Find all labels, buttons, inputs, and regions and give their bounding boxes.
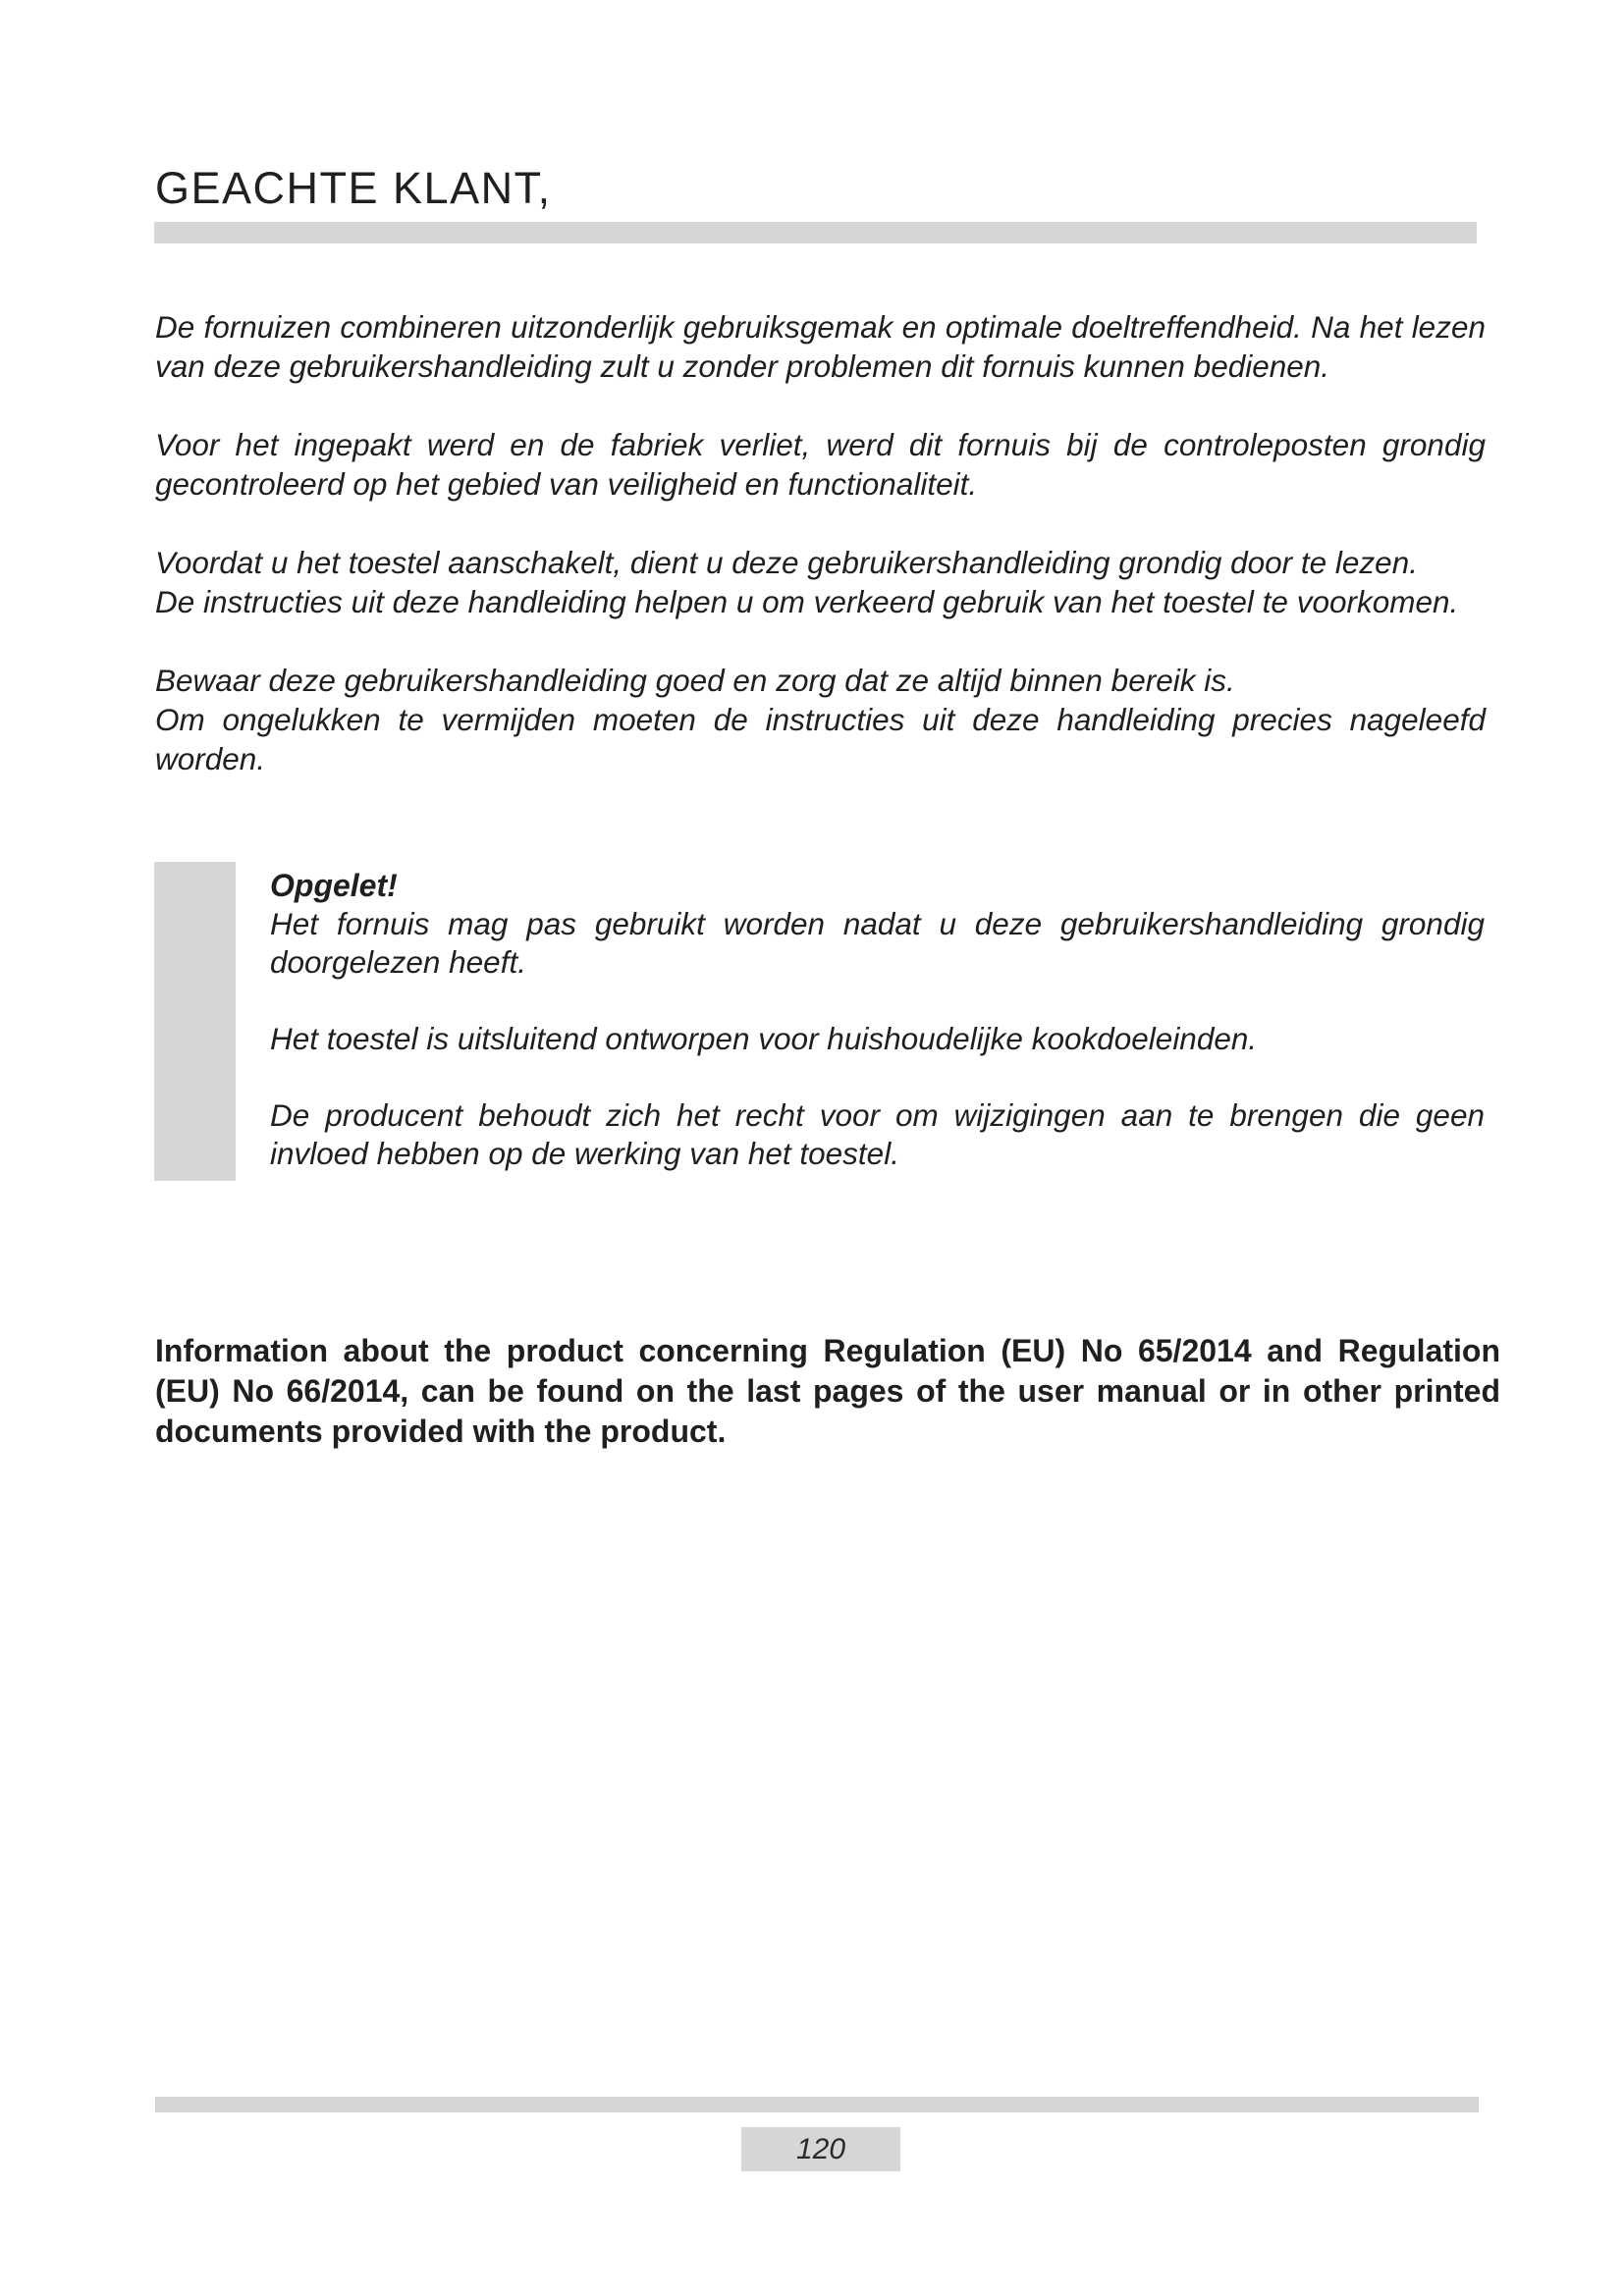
intro-paragraph: Bewaar deze gebruikershandleiding goed en zorg dat ze altijd binnen bereik is.	[155, 663, 1235, 698]
page-number: 120	[741, 2127, 900, 2171]
intro-paragraph: Voordat u het toestel aanschakelt, dient u deze gebruikershandleiding grondig door te lezen.	[155, 545, 1418, 580]
notice-heading: Opgelet!	[270, 868, 398, 903]
intro-paragraph: De fornuizen combineren uitzonderlijk gebruiksgemak en optimale doeltreffendheid. Na het lezen van deze gebruikershandleiding zult u zonder problemen dit fornuis kunnen bedienen.	[155, 309, 1486, 384]
intro-paragraph: De instructies uit deze handleiding helpen u om verkeerd gebruik van het toestel te voorkomen.	[155, 584, 1459, 619]
notice-paragraph: Het toestel is uitsluitend ontworpen voor huishoudelijke kookdoeleinden.	[270, 1021, 1258, 1056]
intro-section	[155, 307, 1486, 818]
footer-divider	[155, 2097, 1479, 2112]
intro-paragraph: Om ongelukken te vermijden moeten de instructies uit deze handleiding precies nageleefd worden.	[155, 702, 1486, 776]
notice-paragraph: Het fornuis mag pas gebruikt worden nadat u deze gebruikershandleiding grondig doorgelezen heeft.	[270, 906, 1485, 980]
page-title: GEACHTE KLANT,	[155, 163, 552, 213]
intro-paragraph: Voor het ingepakt werd en de fabriek verliet, werd dit fornuis bij de controleposten grondig gecontroleerd op het gebied van veiligheid en functionaliteit.	[155, 427, 1486, 502]
notice-side-bar	[154, 862, 236, 1181]
notice-box	[270, 867, 1485, 1211]
title-divider	[154, 222, 1477, 243]
notice-paragraph: De producent behoudt zich het recht voor om wijzigingen aan te brengen die geen invloed hebben op de werking van het toestel.	[270, 1097, 1485, 1171]
regulation-info: Information about the product concerning Regulation (EU) No 65/2014 and Regulation (EU) No 66/2014, can be found on the last pages of the user manual or in other printed documents provided with the product.	[155, 1333, 1500, 1449]
